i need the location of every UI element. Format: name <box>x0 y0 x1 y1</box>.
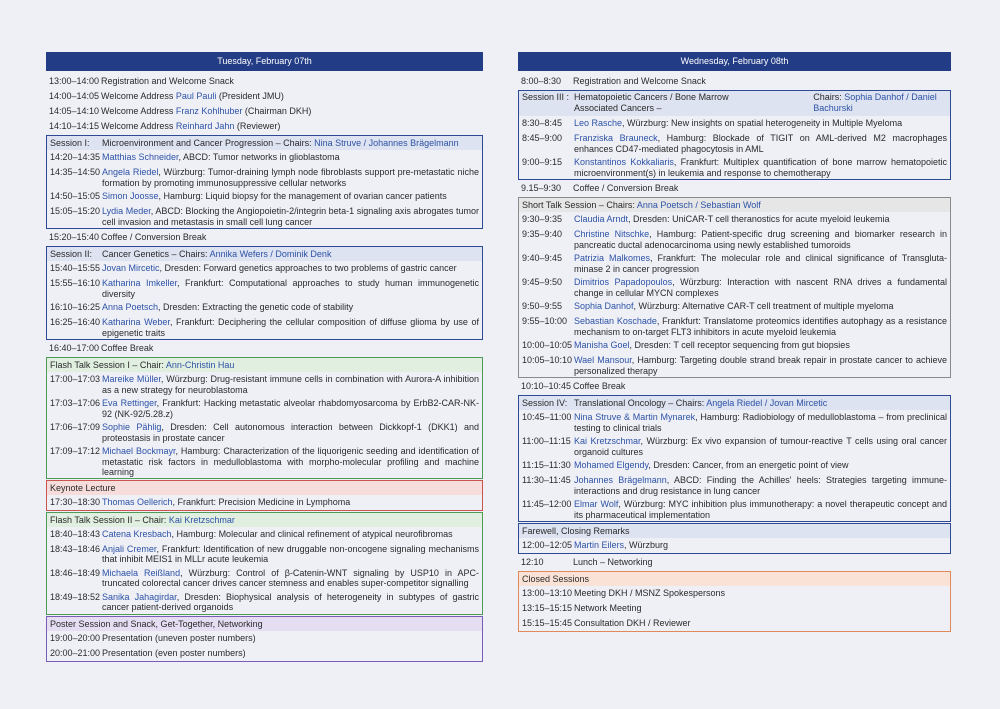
time-slot: 15:40–15:55 <box>50 263 101 273</box>
talk-text <box>102 422 482 443</box>
text-suffix: (President JMU) <box>216 91 284 101</box>
talk-row <box>47 566 482 590</box>
entry-text: Coffee Break <box>573 381 626 391</box>
entry-text: Coffee / Conversion Break <box>573 183 679 193</box>
talk-title: , Würzburg: Alternative CAR-T cell treatment of multiple myeloma <box>633 301 894 311</box>
talk-title: , Würzburg: MYC inhibition plus immunotherapy: a novel therapeutic concept and its pharmaceutical implementation <box>574 499 948 520</box>
title-text: Poster Session and Snack, Get-Together, Networking <box>50 618 263 629</box>
time-slot: 10:10–10:45 <box>521 381 572 391</box>
session-header <box>47 247 482 261</box>
time-slot: 8:30–8:45 <box>522 118 563 128</box>
speaker-name: Katharina Imkeller <box>102 278 178 288</box>
talk-title: , Würzburg <box>624 540 669 550</box>
speaker-name: Manisha Goel <box>574 340 630 350</box>
talk-row <box>47 495 482 510</box>
time-slot: 18:43–18:46 <box>50 543 101 554</box>
speaker-name: Mohamed Elgendy <box>574 460 649 470</box>
time-slot: 14:35–14:50 <box>50 167 101 177</box>
talk-row <box>47 542 482 566</box>
entry-text: Coffee / Conversion Break <box>101 232 207 242</box>
entry-text: Coffee Break <box>101 343 154 353</box>
talk-text <box>574 588 950 599</box>
session-header <box>519 572 950 586</box>
talk-row <box>519 458 950 473</box>
talk-row <box>519 586 950 601</box>
speaker-name: Jovan Mircetic <box>102 263 160 273</box>
session-title <box>50 483 482 494</box>
schedule-row <box>46 341 483 356</box>
speaker-name: Michael Bockmayr <box>102 446 176 456</box>
talk-title: Consultation DKH / Reviewer <box>574 618 691 628</box>
time-slot: 18:49–18:52 <box>50 591 101 602</box>
talk-row <box>47 646 482 661</box>
session-box <box>46 480 483 511</box>
talk-title: , Dresden: Cancer, from an energetic point of view <box>648 460 849 470</box>
session-title: Hematopoietic Cancers / Bone Marrow Associated Cancers – <box>574 92 729 113</box>
talk-title: , Dresden: T cell receptor sequencing from gut biopsies <box>629 340 850 350</box>
talk-text <box>102 648 482 659</box>
session-title <box>522 574 950 585</box>
schedule-row <box>46 74 483 89</box>
time-slot: 9:40–9:45 <box>522 253 563 263</box>
talk-title: , Würzburg: New insights on spatial heterogeneity in Multiple Myeloma <box>622 118 903 128</box>
schedule-row <box>46 89 483 104</box>
talk-title: , Frankfurt: Translatome proteomics identifies autophagy as a resistance mechanism to on-target FLT3 inhibitors in acute myeloid leukemia <box>574 316 948 337</box>
talk-title: , Frankfurt: Hacking metastatic alveolar rhabdomyosarcoma by ErbB2-CAR-NK-92 (NK-92/5.28.z) <box>102 398 479 419</box>
time-slot: 20:00–21:00 <box>50 647 101 658</box>
talk-text <box>574 475 950 496</box>
talk-row <box>519 497 950 521</box>
schedule-row <box>518 555 951 570</box>
talk-title: Network Meeting <box>574 603 642 613</box>
session-title <box>522 200 950 211</box>
entry-text <box>101 91 483 102</box>
talk-row <box>519 601 950 616</box>
session-label: Session II: <box>50 249 93 259</box>
speaker-name: Sophia Danhof <box>574 301 634 311</box>
session-box <box>46 616 483 662</box>
tuesday-column <box>46 52 483 663</box>
talk-text <box>574 118 950 129</box>
talk-row <box>519 616 950 631</box>
entry-text: Registration and Welcome Snack <box>101 76 234 86</box>
talk-text <box>102 592 482 613</box>
entry-text: Lunch – Networking <box>573 557 653 567</box>
talk-title: , Hamburg: Molecular and clinical refinement of atypical neurofibromas <box>171 528 453 539</box>
talk-title: Presentation (uneven poster numbers) <box>102 632 256 643</box>
schedule-row <box>46 230 483 245</box>
speaker-name: Sanika Jahagirdar <box>102 591 177 602</box>
time-slot: 16:10–16:25 <box>50 302 101 312</box>
time-slot: 15:15–15:45 <box>522 618 573 628</box>
time-slot: 8:00–8:30 <box>521 76 562 86</box>
text-suffix: (Chairman DKH) <box>242 106 312 116</box>
session-title <box>574 398 950 409</box>
time-slot: 17:03–17:06 <box>50 398 101 408</box>
talk-row <box>47 315 482 339</box>
speaker-name: Konstantinos Kokkaliaris <box>574 157 674 167</box>
time-slot: 18:46–18:49 <box>50 567 101 578</box>
title-text: Farewell, Closing Remarks <box>522 526 630 536</box>
session-label: Session IV: <box>522 398 568 408</box>
speaker-name: Paul Pauli <box>175 91 217 101</box>
speaker-name: Sophie Pählig <box>102 422 162 432</box>
session-header <box>519 198 950 212</box>
time-slot: 11:45–12:00 <box>522 499 572 509</box>
speaker-name: Eva Rettinger <box>102 398 157 408</box>
talk-title: , Dresden: Cell autonomous interaction between Dickkopf-1 (DKK1) and proteostasis in prostate cancer <box>102 422 479 443</box>
time-slot: 19:00–20:00 <box>50 632 101 643</box>
talk-title: , Hamburg: Targeting double strand break repair in prostate cancer to achieve personalized therapy <box>574 355 947 376</box>
talk-text <box>574 412 950 433</box>
time-slot: 11:15–11:30 <box>522 460 571 470</box>
session-header <box>47 481 482 495</box>
time-slot: 14:10–14:15 <box>49 121 100 131</box>
time-slot: 17:30–18:30 <box>50 496 101 507</box>
wednesday-column <box>518 52 951 633</box>
title-text: Microenvironment and Cancer Progression – Chairs: <box>102 138 315 148</box>
title-text: Flash Talk Session I – Chair: <box>50 360 166 370</box>
speaker-name: Patrizia Malkomes <box>574 253 651 263</box>
text-suffix: (Reviewer) <box>234 121 281 131</box>
talk-text <box>574 355 950 376</box>
time-slot: 17:00–17:03 <box>50 374 101 384</box>
speaker-name: Anjali Cremer <box>102 543 157 554</box>
speaker-name: Christine Nitschke <box>574 229 650 239</box>
talk-title: , Dresden: UniCAR-T cell theranostics for acute myeloid leukemia <box>628 214 890 224</box>
speaker-name: Catena Kresbach <box>102 528 172 539</box>
time-slot: 15:05–15:20 <box>50 206 101 216</box>
talk-row <box>519 251 950 275</box>
time-slot: 14:05–14:10 <box>49 106 100 116</box>
chairs-names: Anna Poetsch / Sebastian Wolf <box>636 200 761 210</box>
time-slot: 9:30–9:35 <box>522 214 563 224</box>
text-prefix: Welcome Address <box>101 91 176 101</box>
time-slot: 9:50–9:55 <box>522 301 563 311</box>
title-text: Flash Talk Session II – Chair: <box>50 514 169 525</box>
session-box <box>46 135 483 229</box>
speaker-name: Thomas Oellerich <box>102 496 173 507</box>
speaker-name: Mareike Müller <box>102 374 161 384</box>
speaker-name: Elmar Wolf <box>574 499 619 509</box>
session-box <box>46 357 483 479</box>
entry-text <box>101 106 483 117</box>
session-box <box>518 571 951 632</box>
session-title <box>50 619 482 630</box>
time-slot: 13:15–15:15 <box>522 603 573 613</box>
session-box <box>518 90 951 180</box>
talk-title: , Würzburg: Tumor-draining lymph node fibroblasts support pre-metastatic niche formation by promoting immunosuppressive cellular networks <box>102 167 479 188</box>
time-slot: 11:00–11:15 <box>522 436 571 446</box>
talk-text <box>102 263 482 274</box>
day-header: Wednesday, February 08th <box>518 52 951 71</box>
talk-text <box>102 167 482 188</box>
session-title <box>102 138 482 149</box>
time-slot: 14:50–15:05 <box>50 191 101 201</box>
time-slot: 10:45–11:00 <box>522 412 572 422</box>
talk-row <box>47 189 482 204</box>
speaker-name: Leo Rasche <box>574 118 623 128</box>
talk-text <box>102 191 482 202</box>
session-chairs <box>761 92 947 114</box>
session-header <box>519 91 950 116</box>
title-text: Cancer Genetics – Chairs: <box>102 249 210 259</box>
speaker-name: Katharina Weber <box>102 317 170 327</box>
talk-row <box>519 155 950 179</box>
title-text: Translational Oncology – Chairs: <box>574 398 707 408</box>
talk-row <box>47 631 482 646</box>
talk-text <box>574 316 950 337</box>
time-slot: 13:00–14:00 <box>49 76 100 86</box>
talk-text <box>574 603 950 614</box>
time-slot: 9:35–9:40 <box>522 229 563 239</box>
talk-row <box>519 434 950 458</box>
talk-text <box>574 253 950 274</box>
talk-title: Meeting DKH / MSNZ Spokespersons <box>574 588 726 598</box>
talk-row <box>519 275 950 299</box>
talk-title: , Frankfurt: Multiplex quantification of bone marrow hematopoietic microenvironment(s) in leukemia and response to chemotherapy <box>574 157 947 178</box>
talk-text <box>574 540 950 551</box>
talk-row <box>47 590 482 614</box>
speaker-name: Reinhard Jahn <box>175 121 235 131</box>
speaker-name: Simon Joosse <box>102 191 159 201</box>
text-prefix: Welcome Address <box>101 121 176 131</box>
speaker-name: Franz Kohlhuber <box>175 106 243 116</box>
chairs-names: Annika Wefers / Dominik Denk <box>209 249 332 259</box>
speaker-name: Kai Kretzschmar <box>574 436 641 446</box>
talk-row <box>519 131 950 155</box>
talk-text <box>574 301 950 312</box>
schedule-row <box>46 119 483 134</box>
talk-row <box>47 444 482 478</box>
talk-text <box>102 568 482 589</box>
session-title <box>50 360 482 371</box>
talk-title: , Hamburg: Patient-specific drug screening and biomarker research in pancreatic ductal adenocarcinoma using newly established tumoroids <box>574 229 947 250</box>
talk-title: , ABCD: Finding the Achilles' heels: Strategies targeting immune-interactions and drug resistance in lung cancer <box>574 475 947 496</box>
talk-text <box>574 157 950 178</box>
session-header <box>519 524 950 538</box>
talk-text <box>102 544 482 565</box>
schedule-list <box>46 74 483 662</box>
talk-title: , Frankfurt: Deciphering the cellular composition of diffuse glioma by use of epigenetic traits <box>102 317 479 338</box>
time-slot: 16:25–16:40 <box>50 317 101 327</box>
chairs-names: Sophia Danhof / Daniel Bachurski <box>813 92 937 113</box>
time-slot: 16:40–17:00 <box>49 343 100 353</box>
time-slot: 15:20–15:40 <box>49 232 100 242</box>
schedule-row <box>46 104 483 119</box>
talk-title: , Würzburg: Control of β-Catenin-WNT signaling by USP10 in APC-truncated colorectal cancer drives cancer stemness and enables super-competitor signalling <box>102 567 479 588</box>
talk-text <box>102 446 482 478</box>
talk-row <box>519 473 950 497</box>
time-slot: 18:40–18:43 <box>50 528 101 539</box>
chairs-names: Nina Struve / Johannes Brägelmann <box>314 138 459 148</box>
talk-text <box>574 277 950 298</box>
talk-row <box>519 410 950 434</box>
talk-title: , Würzburg: Drug-resistant immune cells in combination with Aurora-A inhibition as a new strategy for neuroblastoma <box>102 374 479 395</box>
time-slot: 9.15–9:30 <box>521 183 562 193</box>
speaker-name: Wael Mansour <box>574 355 632 365</box>
speaker-name: Martin Eilers <box>574 540 625 550</box>
text-prefix: Welcome Address <box>101 106 176 116</box>
talk-row <box>47 527 482 542</box>
session-box <box>518 395 951 522</box>
day-header: Tuesday, February 07th <box>46 52 483 71</box>
talk-text <box>102 374 482 395</box>
time-slot: 13:00–13:10 <box>522 588 573 598</box>
talk-row <box>47 150 482 165</box>
session-box <box>518 523 951 554</box>
title-text: Closed Sessions <box>522 574 590 584</box>
talk-row <box>47 276 482 300</box>
session-label: Session I: <box>50 138 90 148</box>
session-label: Session III : <box>522 92 570 102</box>
time-slot: 12:10 <box>521 557 544 567</box>
schedule-row <box>518 74 951 89</box>
talk-text <box>574 618 950 629</box>
time-slot: 9:45–9:50 <box>522 277 563 287</box>
talk-row <box>519 314 950 338</box>
talk-title: , Hamburg: Blockade of TIGIT on AML-derived M2 macrophages enhances CD47-mediated phagocytosis in AML <box>574 133 947 154</box>
session-header-line <box>522 92 761 114</box>
speaker-name: Nina Struve & Martin Mynarek <box>574 412 696 422</box>
session-title <box>522 526 950 537</box>
title-text: Short Talk Session – Chairs: <box>522 200 637 210</box>
entry-text <box>101 121 483 132</box>
talk-title: Presentation (even poster numbers) <box>102 647 246 658</box>
talk-title: , Hamburg: Characterization of the liquorigenic seeding and identification of metastatic risk factors in medulloblastoma with morpho-molecular profiling and machine learning <box>102 446 479 477</box>
talk-title: , ABCD: Blocking the Angiopoietin-2/integrin beta-1 signaling axis abrogates tumor cell invasion and metastasis in small cell lung cancer <box>102 206 479 227</box>
session-box <box>46 512 483 615</box>
talk-row <box>47 204 482 228</box>
speaker-name: Michaela Reißland <box>102 567 181 578</box>
talk-row <box>47 420 482 444</box>
time-slot: 12:00–12:05 <box>522 540 573 550</box>
talk-title: , Würzburg: Interaction with nascent RNA drives a fundamental change in cellular MYCN complexes <box>574 277 947 298</box>
talk-text <box>574 214 950 225</box>
speaker-name: Franziska Brauneck <box>574 133 658 143</box>
talk-title: , Hamburg: Liquid biopsy for the management of ovarian cancer patients <box>158 191 447 201</box>
talk-text <box>102 206 482 227</box>
chairs-label: Chairs: <box>813 92 845 102</box>
speaker-name: Anna Poetsch <box>102 302 159 312</box>
speaker-name: Lydia Meder <box>102 206 151 216</box>
time-slot: 14:20–14:35 <box>50 152 101 162</box>
talk-row <box>519 299 950 314</box>
schedule-row <box>518 379 951 394</box>
talk-title: , Hamburg: Radiobiology of medulloblastoma – from preclinical testing to clinical trials <box>574 412 947 433</box>
talk-text <box>574 499 950 520</box>
talk-title: , Frankfurt: Computational approaches to study human immunogenetic diversity <box>102 278 479 299</box>
talk-text <box>102 633 482 644</box>
talk-text <box>102 497 482 508</box>
talk-text <box>102 317 482 338</box>
talk-row <box>519 212 950 227</box>
speaker-name: Claudia Arndt <box>574 214 629 224</box>
session-header <box>47 358 482 372</box>
session-header <box>47 617 482 631</box>
time-slot: 17:09–17:12 <box>50 446 101 456</box>
talk-text <box>102 302 482 313</box>
talk-row <box>519 353 950 377</box>
time-slot: 10:00–10:05 <box>522 340 573 350</box>
talk-text <box>574 460 950 471</box>
session-box <box>518 197 951 378</box>
talk-text <box>574 340 950 351</box>
chairs-names: Ann-Christin Hau <box>165 360 235 370</box>
talk-text <box>574 436 950 457</box>
time-slot: 10:05–10:10 <box>522 355 573 365</box>
time-slot: 14:00–14:05 <box>49 91 100 101</box>
talk-row <box>47 300 482 315</box>
speaker-name: Dimitrios Papadopoulos <box>574 277 673 287</box>
talk-title: , Dresden: Forward genetics approaches to two problems of gastric cancer <box>159 263 457 273</box>
schedule-row <box>518 181 951 196</box>
title-text: Keynote Lecture <box>50 482 116 493</box>
session-header <box>519 396 950 410</box>
talk-row <box>47 372 482 396</box>
speaker-name: Angela Riedel <box>102 167 159 177</box>
session-header <box>47 136 482 150</box>
talk-row <box>519 116 950 131</box>
talk-title: , Dresden: Biophysical analysis of heterogeneity in subtypes of gastric cancer patient-derived organoids <box>102 591 479 612</box>
talk-row <box>519 338 950 353</box>
talk-row <box>519 227 950 251</box>
schedule-list <box>518 74 951 632</box>
time-slot: 9:55–10:00 <box>522 316 568 326</box>
talk-row <box>519 538 950 553</box>
entry-text: Registration and Welcome Snack <box>573 76 706 86</box>
talk-text <box>102 152 482 163</box>
chairs-names: Angela Riedel / Jovan Mircetic <box>706 398 828 408</box>
time-slot: 17:06–17:09 <box>50 422 101 432</box>
talk-row <box>47 165 482 189</box>
talk-text <box>574 133 950 154</box>
chairs-names: Kai Kretzschmar <box>168 514 235 525</box>
time-slot: 15:55–16:10 <box>50 278 101 288</box>
speaker-name: Johannes Brägelmann <box>574 475 667 485</box>
talk-title: , Würzburg: Ex vivo expansion of tumour-reactive T cells using oral cancer organoid cultures <box>574 436 947 457</box>
talk-title: , Frankfurt: The molecular role and clinical significance of Transgluta-minase 2 in cancer progression <box>574 253 947 274</box>
time-slot: 8:45–9:00 <box>522 133 563 143</box>
talk-text <box>102 529 482 540</box>
talk-title: , Dresden: Extracting the genetic code of stability <box>158 302 354 312</box>
session-title <box>50 515 482 526</box>
speaker-name: Matthias Schneider <box>102 152 179 162</box>
talk-title: , Frankfurt: Precision Medicine in Lymphoma <box>172 496 351 507</box>
talk-text <box>574 229 950 250</box>
talk-title: , Frankfurt: Identification of new druggable non-oncogene signaling mechanisms that inhibit MEIS1 in MLLr acute leukemia <box>102 543 479 564</box>
session-box <box>46 246 483 340</box>
session-title <box>102 249 482 260</box>
time-slot: 11:30–11:45 <box>522 475 571 485</box>
time-slot: 9:00–9:15 <box>522 157 563 167</box>
talk-title: , ABCD: Tumor networks in glioblastoma <box>178 152 340 162</box>
talk-text <box>102 398 482 419</box>
session-header <box>47 513 482 527</box>
talk-row <box>47 261 482 276</box>
talk-text <box>102 278 482 299</box>
talk-row <box>47 396 482 420</box>
speaker-name: Sebastian Koschade <box>574 316 657 326</box>
